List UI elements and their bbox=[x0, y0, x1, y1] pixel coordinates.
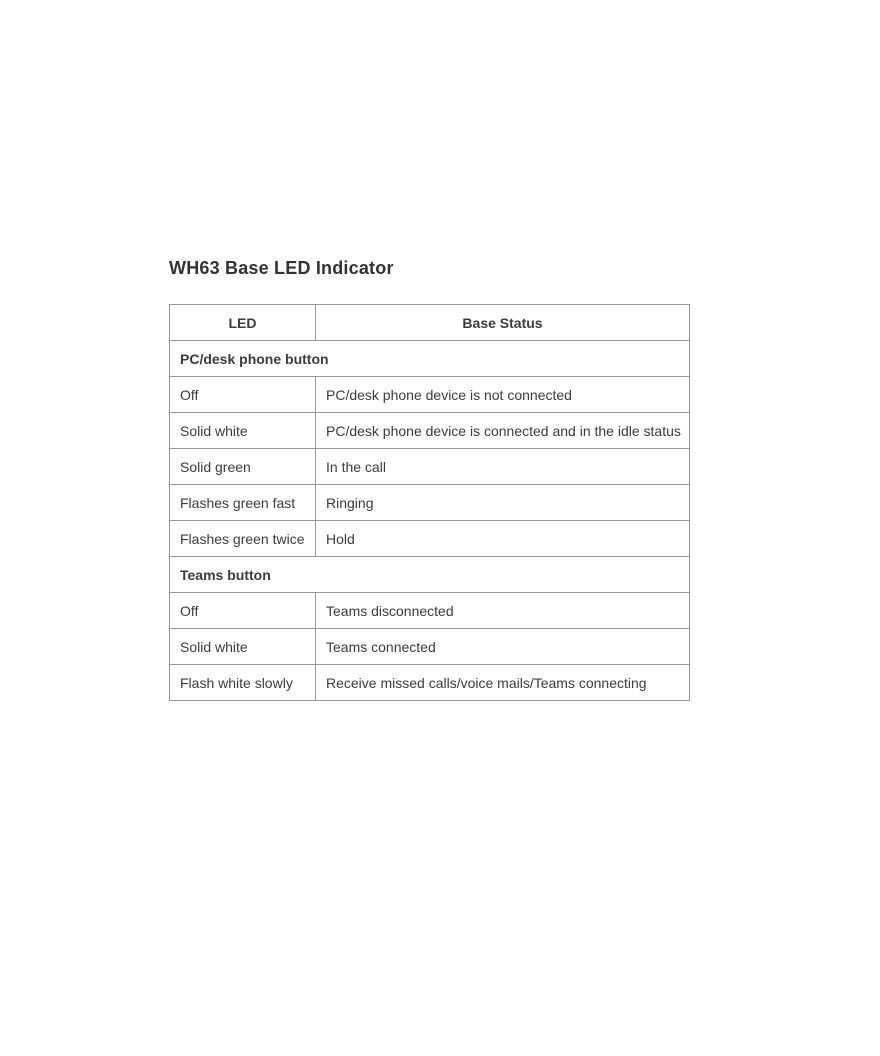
led-indicator-table bbox=[169, 304, 690, 701]
status-cell: PC/desk phone device is not connected bbox=[316, 377, 690, 413]
led-cell: Off bbox=[170, 593, 316, 629]
section-header-pc-desk-phone-button: PC/desk phone button bbox=[170, 341, 690, 377]
table-row bbox=[170, 593, 690, 629]
status-cell: Hold bbox=[316, 521, 690, 557]
status-cell: In the call bbox=[316, 449, 690, 485]
led-cell: Solid green bbox=[170, 449, 316, 485]
status-cell: Teams connected bbox=[316, 629, 690, 665]
table-row bbox=[170, 521, 690, 557]
led-cell: Flashes green twice bbox=[170, 521, 316, 557]
column-header-led: LED bbox=[170, 305, 316, 341]
status-cell: PC/desk phone device is connected and in the idle status bbox=[316, 413, 690, 449]
table-row bbox=[170, 413, 690, 449]
table-header-row bbox=[170, 305, 690, 341]
led-cell: Solid white bbox=[170, 629, 316, 665]
section-header-row bbox=[170, 341, 690, 377]
status-cell: Ringing bbox=[316, 485, 690, 521]
led-cell: Off bbox=[170, 377, 316, 413]
column-header-base-status: Base Status bbox=[316, 305, 690, 341]
led-cell: Flashes green fast bbox=[170, 485, 316, 521]
table-row bbox=[170, 449, 690, 485]
table-row bbox=[170, 485, 690, 521]
section-header-row bbox=[170, 557, 690, 593]
table-row bbox=[170, 629, 690, 665]
status-cell: Receive missed calls/voice mails/Teams connecting bbox=[316, 665, 690, 701]
led-cell: Solid white bbox=[170, 413, 316, 449]
section-header-teams-button: Teams button bbox=[170, 557, 690, 593]
table-row bbox=[170, 377, 690, 413]
status-cell: Teams disconnected bbox=[316, 593, 690, 629]
page-title: WH63 Base LED Indicator bbox=[169, 258, 394, 278]
table-row bbox=[170, 665, 690, 701]
led-cell: Flash white slowly bbox=[170, 665, 316, 701]
